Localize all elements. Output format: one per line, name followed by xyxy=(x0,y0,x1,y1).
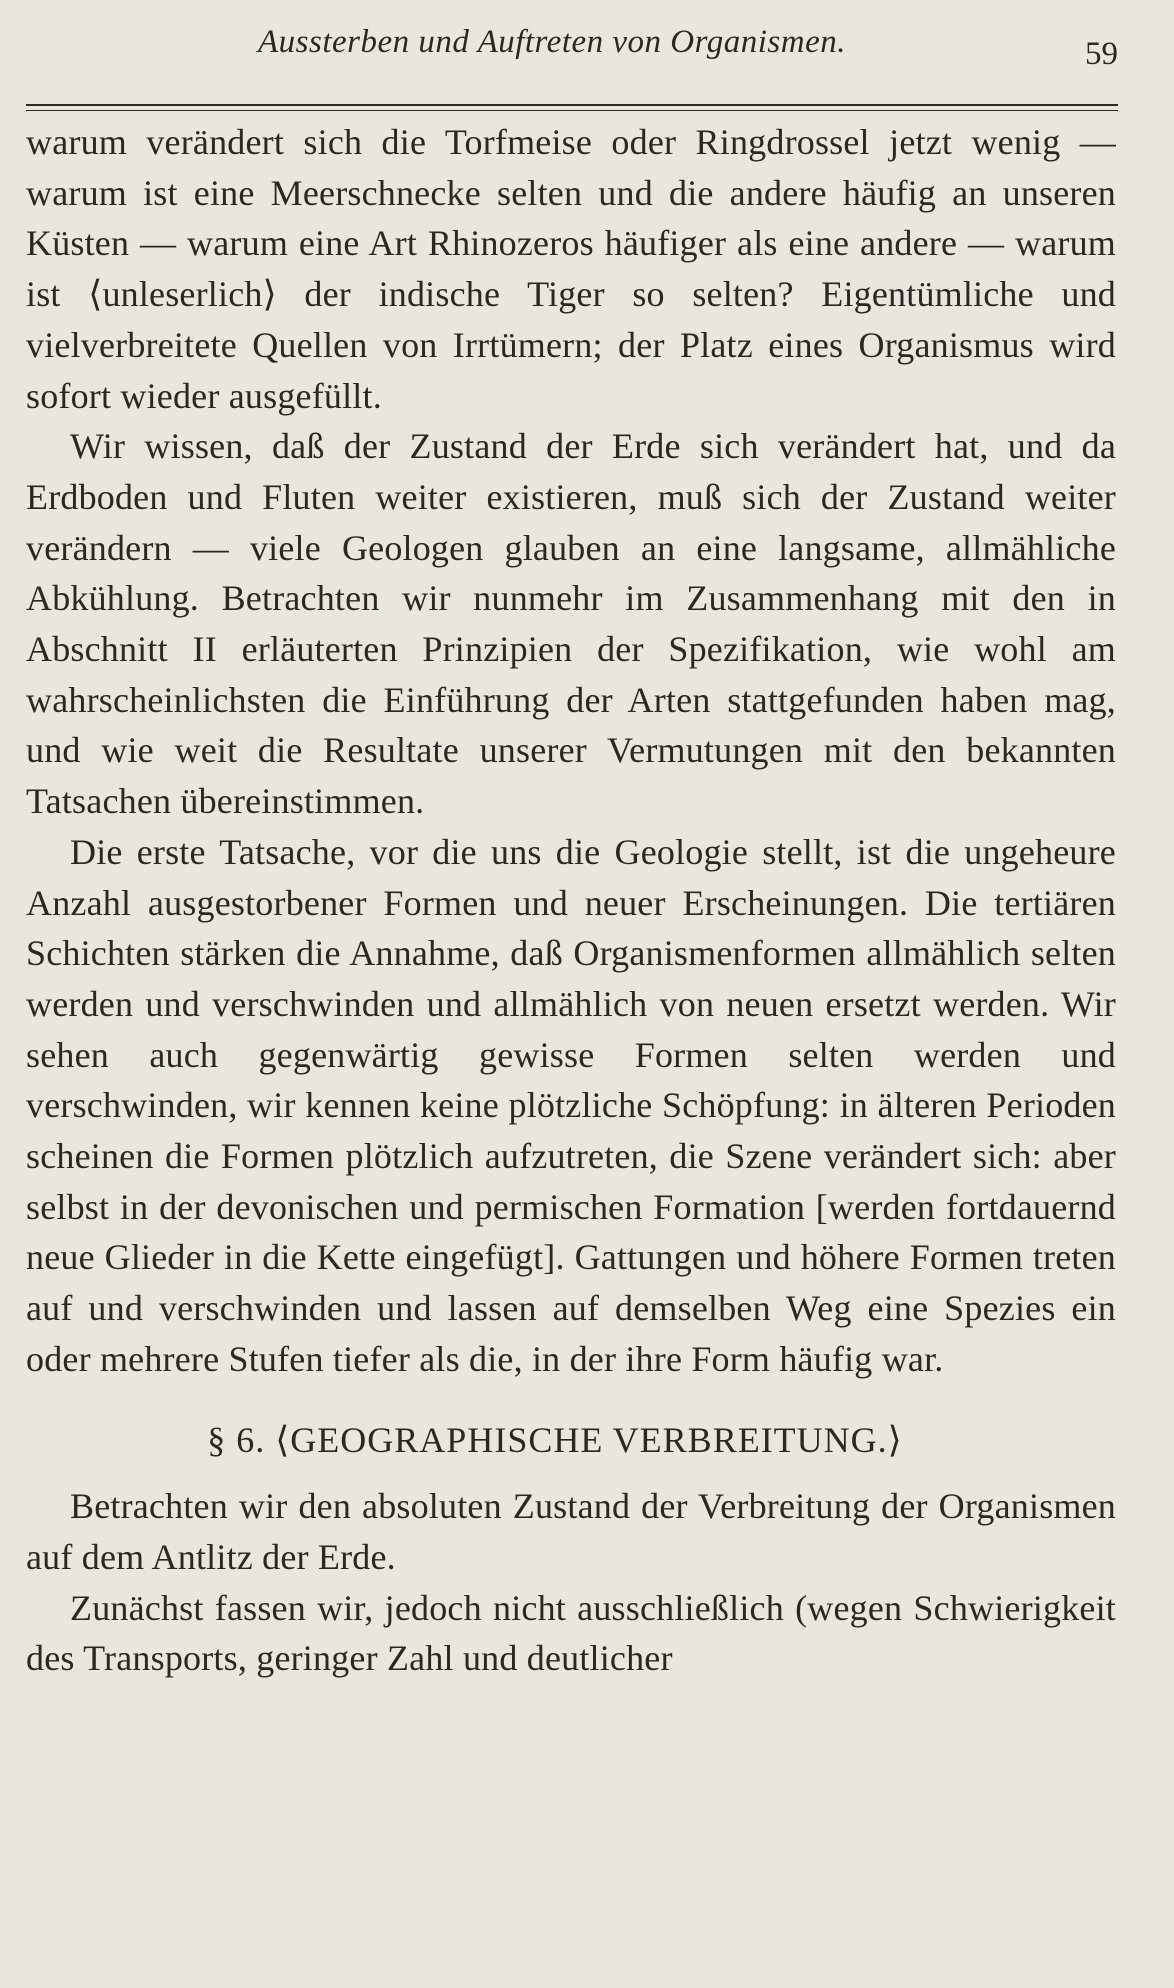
paragraph-3: Die erste Tatsache, vor die uns die Geologie stellt, ist die ungeheure Anzahl ausgestorbener Formen und neuer Erscheinungen. Die tertiären Schichten stärken die Annahme, daß Organismenformen allmählich selten werden und verschwinden und allmählich von neuen ersetzt werden. Wir sehen auch gegenwärtig gewisse Formen selten werden und verschwinden, wir kennen keine plötzliche Schöpfung: in älteren Perioden scheinen die Formen plötzlich aufzutreten, die Szene verändert sich: aber selbst in der devonischen und permischen Formation [werden fortdauernd neue Glieder in die Kette eingefügt]. Gattungen und höhere Formen treten auf und verschwinden und lassen auf demselben Weg eine Spezies ein oder mehrere Stufen tiefer als die, in der ihre Form häufig war. xyxy=(26,831,1116,1379)
paragraph-1: warum verändert sich die Torfmeise oder Ringdrossel jetzt wenig — warum ist eine Meerschnecke selten und die andere häufig an unseren Küsten — warum eine Art Rhinozeros häufiger als eine andere — warum ist ⟨unleserlich⟩ der indische Tiger so selten? Eigentümliche und vielverbreitete Quellen von Irrtümern; der Platz eines Organismus wird sofort wieder ausgefüllt. xyxy=(26,122,1116,416)
paragraph-2: Wir wissen, daß der Zustand der Erde sich verändert hat, und da Erdboden und Fluten weiter existieren, muß sich der Zustand weiter verändern — viele Geologen glauben an eine langsame, allmähliche Abkühlung. Betrachten wir nunmehr im Zusammenhang mit den in Abschnitt II erläuterten Prinzipien der Spezifikation, wie wohl am wahrscheinlichsten die Einführung der Arten stattgefunden haben mag, und wie weit die Resultate unserer Vermutungen mit den bekannten Tatsachen übereinstimmen. xyxy=(26,426,1116,822)
section-paragraph-1: Betrachten wir den absoluten Zustand der Verbreitung der Organismen auf dem Antlitz der Erde. xyxy=(26,1486,1116,1577)
page-number: 59 xyxy=(1085,36,1118,72)
body-text xyxy=(26,117,1116,1684)
running-head xyxy=(26,22,1148,78)
section-paragraph-2: Zunächst fassen wir, jedoch nicht ausschließlich (wegen Schwierigkeit des Transports, geringer Zahl und deutlicher xyxy=(26,1587,1116,1679)
running-head-title: Aussterben und Auftreten von Organismen. xyxy=(258,24,846,60)
section-heading: § 6. ⟨GEOGRAPHISCHE VERBREITUNG.⟩ xyxy=(207,1419,903,1460)
header-double-rule xyxy=(26,104,1118,111)
